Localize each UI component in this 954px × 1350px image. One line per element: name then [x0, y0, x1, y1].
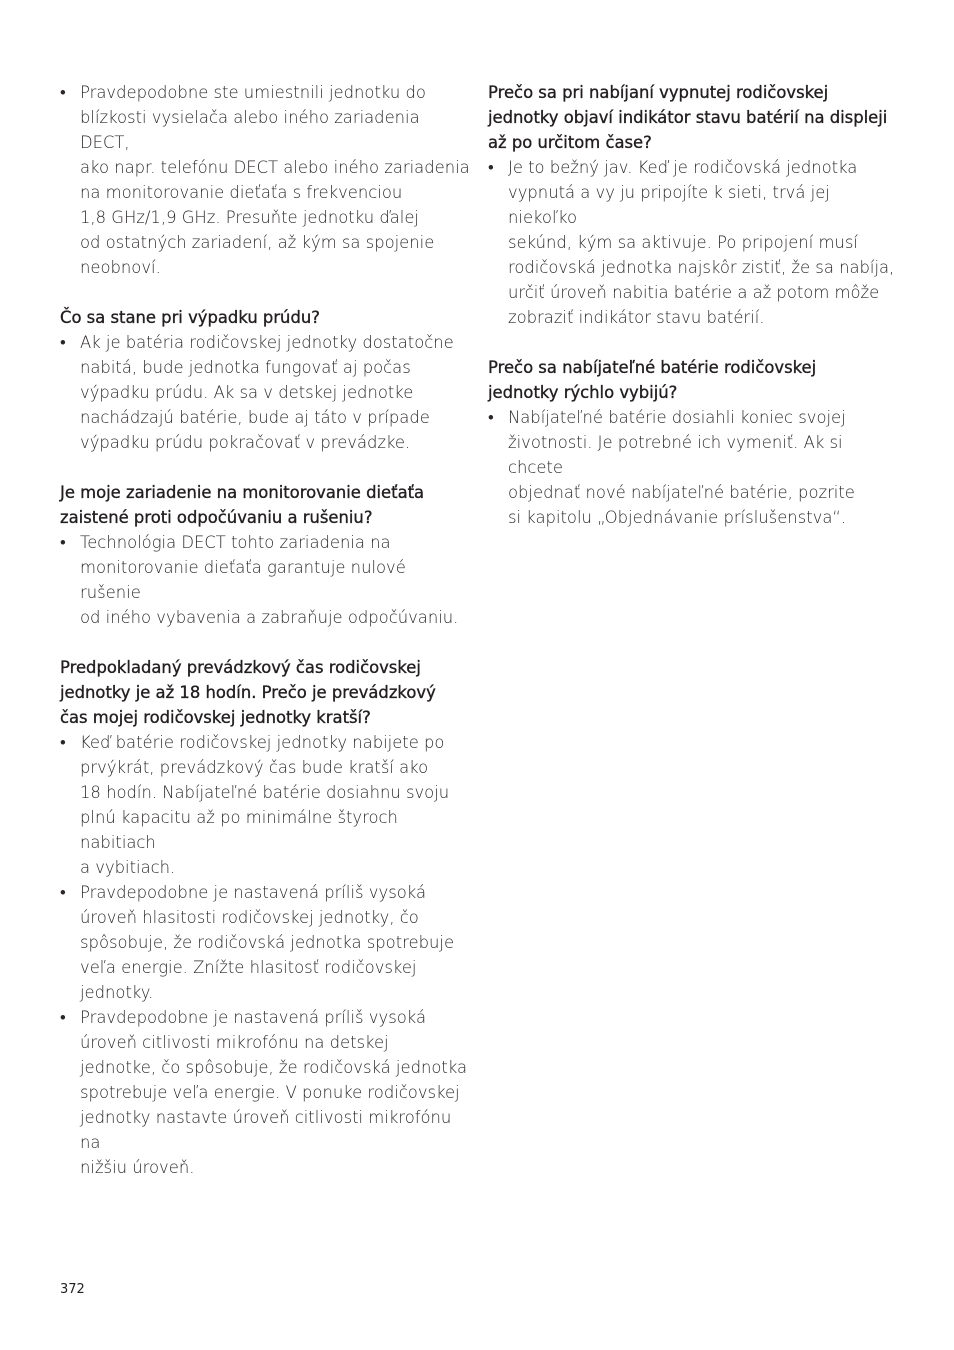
question-heading: Predpokladaný prevádzkový čas rodičovskej jednotky je až 18 hodín. Prečo je prevádzkový čas mojej rodičovskej jednotky kratší?	[60, 658, 436, 727]
answer-item	[488, 405, 898, 530]
bullet-icon: •	[60, 883, 66, 902]
bullet-icon: •	[60, 1008, 66, 1027]
answer-text: Technológia DECT tohto zariadenia na monitorovanie dieťaťa garantuje nulové rušenie od iného vybavenia a zabraňuje odpočúvaniu.	[80, 533, 459, 627]
section-battery-drain	[488, 355, 898, 530]
answer-text: Keď batérie rodičovskej jednotky nabijete po prvýkrát, prevádzkový čas bude kratší ako 18 hodín. Nabíjateľné batérie dosiahnu svoju plnú kapacitu až po minimálne štyroch nabitiach a vybitiach.	[80, 733, 450, 877]
answer-item	[488, 155, 898, 330]
section-battery-indicator	[488, 80, 898, 330]
answer-list	[488, 155, 898, 330]
answer-list	[60, 730, 470, 1180]
bullet-icon: •	[60, 733, 66, 752]
answer-text: Pravdepodobne je nastavená príliš vysoká úroveň hlasitosti rodičovskej jednotky, čo spôsobuje, že rodičovská jednotka spotrebuje veľa energie. Znížte hlasitosť rodičovskej jednotky.	[80, 883, 455, 1002]
bullet-icon: •	[488, 408, 494, 427]
answer-text: Pravdepodobne ste umiestnili jednotku do blízkosti vysielača alebo iného zariadenia DECT, ako napr. telefónu DECT alebo iného zariadenia na monitorovanie dieťaťa s frekvenciou 1,8 GHz/1,9 GHz. Presuňte jednotku ďalej od ostatných zariadení, až kým sa spojenie neobnoví.	[80, 83, 470, 277]
answer-item	[60, 530, 470, 630]
bullet-icon: •	[60, 333, 66, 352]
section-power-outage	[60, 305, 470, 455]
answer-list	[488, 405, 898, 530]
answer-list	[60, 80, 470, 280]
answer-item	[60, 730, 470, 880]
bullet-icon: •	[488, 158, 494, 177]
question-heading: Čo sa stane pri výpadku prúdu?	[60, 308, 320, 327]
answer-item	[60, 1005, 470, 1180]
question-heading: Je moje zariadenie na monitorovanie dieťaťa zaistené proti odpočúvaniu a rušeniu?	[60, 483, 425, 527]
answer-item	[60, 80, 470, 280]
question-heading: Prečo sa nabíjateľné batérie rodičovskej jednotky rýchlo vybijú?	[488, 358, 817, 402]
section-operating-time	[60, 655, 470, 1180]
section-intro	[60, 80, 470, 280]
question-heading: Prečo sa pri nabíjaní vypnutej rodičovskej jednotky objaví indikátor stavu batérií na displeji až po určitom čase?	[488, 83, 888, 152]
section-interference	[60, 480, 470, 630]
answer-text: Pravdepodobne je nastavená príliš vysoká úroveň citlivosti mikrofónu na detskej jednotke, čo spôsobuje, že rodičovská jednotka spotrebuje veľa energie. V ponuke rodičovskej jednotky nastavte úroveň citlivosti mikrofónu na nižšiu úroveň.	[80, 1008, 468, 1177]
answer-text: Je to bežný jav. Keď je rodičovská jednotka vypnutá a vy ju pripojíte k sieti, trvá jej niekoľko sekúnd, kým sa aktivuje. Po pripojení musí rodičovská jednotka najskôr zistiť, že sa nabíja, určiť úroveň nabitia batérie a až potom môže zobraziť indikátor stavu batérií.	[508, 158, 895, 327]
answer-text: Nabíjateľné batérie dosiahli koniec svojej životnosti. Je potrebné ich vymeniť. Ak si chcete objednať nové nabíjateľné batérie, pozrite si kapitolu „Objednávanie príslušenstva“.	[508, 408, 855, 527]
left-column	[60, 80, 470, 1205]
answer-list	[60, 330, 470, 455]
answer-text: Ak je batéria rodičovskej jednotky dostatočne nabitá, bude jednotka fungovať aj počas výpadku prúdu. Ak sa v detskej jednotke nachádzajú batérie, bude aj táto v prípade výpadku prúdu pokračovať v prevádzke.	[80, 333, 454, 452]
right-column	[488, 80, 898, 555]
answer-item	[60, 880, 470, 1005]
page-number: 372	[60, 1282, 85, 1297]
bullet-icon: •	[60, 533, 66, 552]
bullet-icon: •	[60, 83, 66, 102]
answer-item	[60, 330, 470, 455]
answer-list	[60, 530, 470, 630]
